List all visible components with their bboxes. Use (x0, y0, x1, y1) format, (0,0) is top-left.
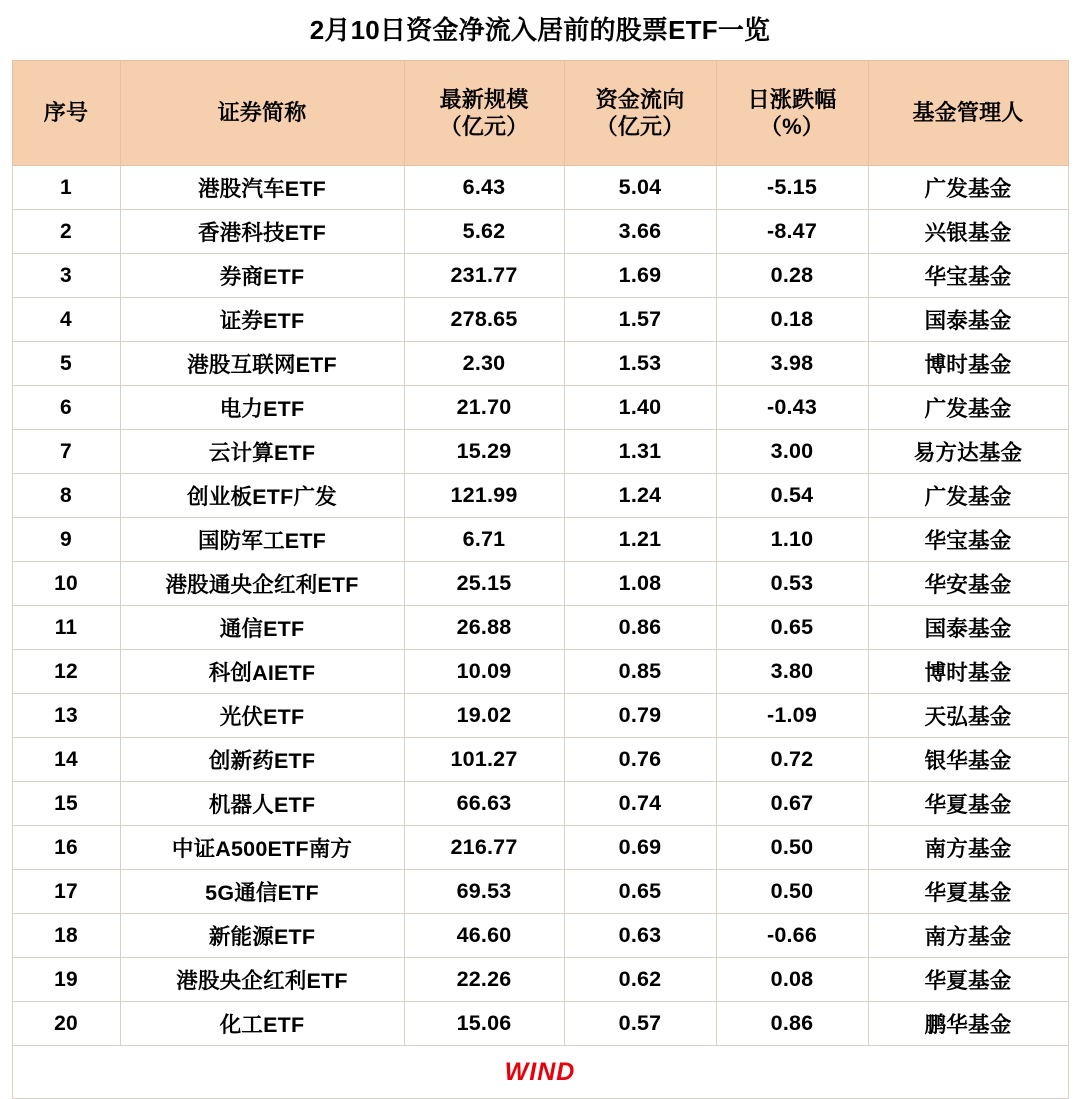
table-row (12, 342, 1068, 386)
cell-flow: 0.57 (564, 1002, 716, 1046)
column-header-index: 序号 (12, 61, 120, 166)
cell-index: 5 (12, 342, 120, 386)
cell-scale: 46.60 (404, 914, 564, 958)
column-header-change-line2: （%） (759, 114, 825, 139)
cell-manager: 华夏基金 (868, 958, 1068, 1002)
cell-flow: 0.76 (564, 738, 716, 782)
cell-index: 16 (12, 826, 120, 870)
column-header-change (716, 61, 868, 166)
cell-flow: 3.66 (564, 210, 716, 254)
cell-flow: 1.69 (564, 254, 716, 298)
cell-index: 7 (12, 430, 120, 474)
cell-scale: 2.30 (404, 342, 564, 386)
column-header-scale (404, 61, 564, 166)
cell-name: 科创AIETF (120, 650, 404, 694)
cell-change: 0.53 (716, 562, 868, 606)
cell-name: 机器人ETF (120, 782, 404, 826)
table-row (12, 386, 1068, 430)
cell-name: 中证A500ETF南方 (120, 826, 404, 870)
column-header-flow-line2: （亿元） (595, 114, 685, 139)
cell-flow: 1.40 (564, 386, 716, 430)
table-row (12, 650, 1068, 694)
cell-scale: 216.77 (404, 826, 564, 870)
cell-name: 港股央企红利ETF (120, 958, 404, 1002)
cell-name: 云计算ETF (120, 430, 404, 474)
table-row (12, 298, 1068, 342)
cell-flow: 0.85 (564, 650, 716, 694)
table-row (12, 1002, 1068, 1046)
cell-index: 8 (12, 474, 120, 518)
cell-index: 11 (12, 606, 120, 650)
column-header-scale-line1: 最新规模 (439, 86, 529, 112)
table-row (12, 958, 1068, 1002)
cell-name: 化工ETF (120, 1002, 404, 1046)
cell-scale: 6.71 (404, 518, 564, 562)
column-header-scale-line2: （亿元） (439, 114, 529, 139)
table-row (12, 474, 1068, 518)
table-row (12, 694, 1068, 738)
table-row (12, 738, 1068, 782)
cell-manager: 博时基金 (868, 650, 1068, 694)
cell-scale: 19.02 (404, 694, 564, 738)
cell-manager: 华夏基金 (868, 870, 1068, 914)
table-title-row (12, 0, 1068, 61)
table-row (12, 254, 1068, 298)
cell-index: 9 (12, 518, 120, 562)
cell-manager: 华宝基金 (868, 518, 1068, 562)
table-header-row (12, 61, 1068, 166)
cell-name: 港股通央企红利ETF (120, 562, 404, 606)
cell-manager: 国泰基金 (868, 298, 1068, 342)
cell-flow: 0.69 (564, 826, 716, 870)
cell-name: 香港科技ETF (120, 210, 404, 254)
cell-manager: 南方基金 (868, 826, 1068, 870)
cell-flow: 1.08 (564, 562, 716, 606)
cell-scale: 25.15 (404, 562, 564, 606)
cell-flow: 0.74 (564, 782, 716, 826)
cell-change: 0.86 (716, 1002, 868, 1046)
cell-scale: 66.63 (404, 782, 564, 826)
table-row (12, 826, 1068, 870)
cell-index: 2 (12, 210, 120, 254)
cell-index: 13 (12, 694, 120, 738)
cell-name: 通信ETF (120, 606, 404, 650)
cell-index: 4 (12, 298, 120, 342)
table-row (12, 562, 1068, 606)
cell-scale: 231.77 (404, 254, 564, 298)
cell-index: 1 (12, 166, 120, 210)
cell-manager: 华宝基金 (868, 254, 1068, 298)
cell-manager: 鹏华基金 (868, 1002, 1068, 1046)
cell-name: 港股互联网ETF (120, 342, 404, 386)
cell-index: 14 (12, 738, 120, 782)
table-row (12, 870, 1068, 914)
cell-name: 港股汽车ETF (120, 166, 404, 210)
cell-name: 证券ETF (120, 298, 404, 342)
data-source-label: WIND (12, 1046, 1068, 1099)
cell-manager: 国泰基金 (868, 606, 1068, 650)
cell-flow: 1.21 (564, 518, 716, 562)
cell-manager: 广发基金 (868, 474, 1068, 518)
cell-change: 1.10 (716, 518, 868, 562)
cell-flow: 0.86 (564, 606, 716, 650)
table-row (12, 914, 1068, 958)
etf-table-body (12, 0, 1068, 1099)
cell-scale: 5.62 (404, 210, 564, 254)
page-title: 2月10日资金净流入居前的股票ETF一览 (12, 0, 1068, 61)
cell-manager: 南方基金 (868, 914, 1068, 958)
cell-name: 国防军工ETF (120, 518, 404, 562)
cell-change: 0.54 (716, 474, 868, 518)
cell-name: 电力ETF (120, 386, 404, 430)
cell-change: 3.00 (716, 430, 868, 474)
cell-manager: 兴银基金 (868, 210, 1068, 254)
cell-manager: 华夏基金 (868, 782, 1068, 826)
cell-manager: 易方达基金 (868, 430, 1068, 474)
cell-flow: 1.57 (564, 298, 716, 342)
column-header-flow-line1: 资金流向 (595, 86, 685, 112)
cell-change: 0.28 (716, 254, 868, 298)
cell-manager: 华安基金 (868, 562, 1068, 606)
cell-name: 5G通信ETF (120, 870, 404, 914)
cell-index: 12 (12, 650, 120, 694)
cell-index: 3 (12, 254, 120, 298)
cell-change: -5.15 (716, 166, 868, 210)
cell-change: 0.18 (716, 298, 868, 342)
cell-change: 3.80 (716, 650, 868, 694)
table-row (12, 210, 1068, 254)
cell-flow: 1.24 (564, 474, 716, 518)
column-header-change-line1: 日涨跌幅 (747, 86, 837, 112)
cell-scale: 15.29 (404, 430, 564, 474)
cell-manager: 银华基金 (868, 738, 1068, 782)
cell-manager: 博时基金 (868, 342, 1068, 386)
table-row (12, 606, 1068, 650)
cell-change: -8.47 (716, 210, 868, 254)
cell-change: 0.08 (716, 958, 868, 1002)
table-row (12, 166, 1068, 210)
column-header-manager: 基金管理人 (868, 61, 1068, 166)
cell-flow: 0.65 (564, 870, 716, 914)
cell-change: 0.65 (716, 606, 868, 650)
cell-scale: 15.06 (404, 1002, 564, 1046)
cell-scale: 10.09 (404, 650, 564, 694)
cell-flow: 0.79 (564, 694, 716, 738)
cell-index: 15 (12, 782, 120, 826)
cell-flow: 1.31 (564, 430, 716, 474)
cell-manager: 天弘基金 (868, 694, 1068, 738)
table-row (12, 782, 1068, 826)
cell-manager: 广发基金 (868, 386, 1068, 430)
cell-name: 新能源ETF (120, 914, 404, 958)
cell-flow: 0.63 (564, 914, 716, 958)
cell-name: 光伏ETF (120, 694, 404, 738)
cell-change: -0.43 (716, 386, 868, 430)
column-header-name: 证券简称 (120, 61, 404, 166)
cell-index: 10 (12, 562, 120, 606)
cell-flow: 1.53 (564, 342, 716, 386)
table-row (12, 518, 1068, 562)
cell-scale: 121.99 (404, 474, 564, 518)
cell-index: 19 (12, 958, 120, 1002)
cell-scale: 26.88 (404, 606, 564, 650)
cell-scale: 101.27 (404, 738, 564, 782)
cell-flow: 0.62 (564, 958, 716, 1002)
cell-change: 0.50 (716, 826, 868, 870)
cell-change: 3.98 (716, 342, 868, 386)
cell-change: -0.66 (716, 914, 868, 958)
etf-table (12, 0, 1069, 1099)
table-row (12, 430, 1068, 474)
cell-index: 20 (12, 1002, 120, 1046)
cell-scale: 6.43 (404, 166, 564, 210)
cell-change: 0.72 (716, 738, 868, 782)
cell-name: 创新药ETF (120, 738, 404, 782)
cell-flow: 5.04 (564, 166, 716, 210)
cell-name: 券商ETF (120, 254, 404, 298)
cell-change: -1.09 (716, 694, 868, 738)
cell-index: 17 (12, 870, 120, 914)
cell-scale: 69.53 (404, 870, 564, 914)
cell-change: 0.50 (716, 870, 868, 914)
cell-scale: 278.65 (404, 298, 564, 342)
cell-manager: 广发基金 (868, 166, 1068, 210)
cell-scale: 21.70 (404, 386, 564, 430)
cell-name: 创业板ETF广发 (120, 474, 404, 518)
column-header-flow (564, 61, 716, 166)
cell-index: 6 (12, 386, 120, 430)
cell-change: 0.67 (716, 782, 868, 826)
cell-index: 18 (12, 914, 120, 958)
table-source-row (12, 1046, 1068, 1099)
cell-scale: 22.26 (404, 958, 564, 1002)
